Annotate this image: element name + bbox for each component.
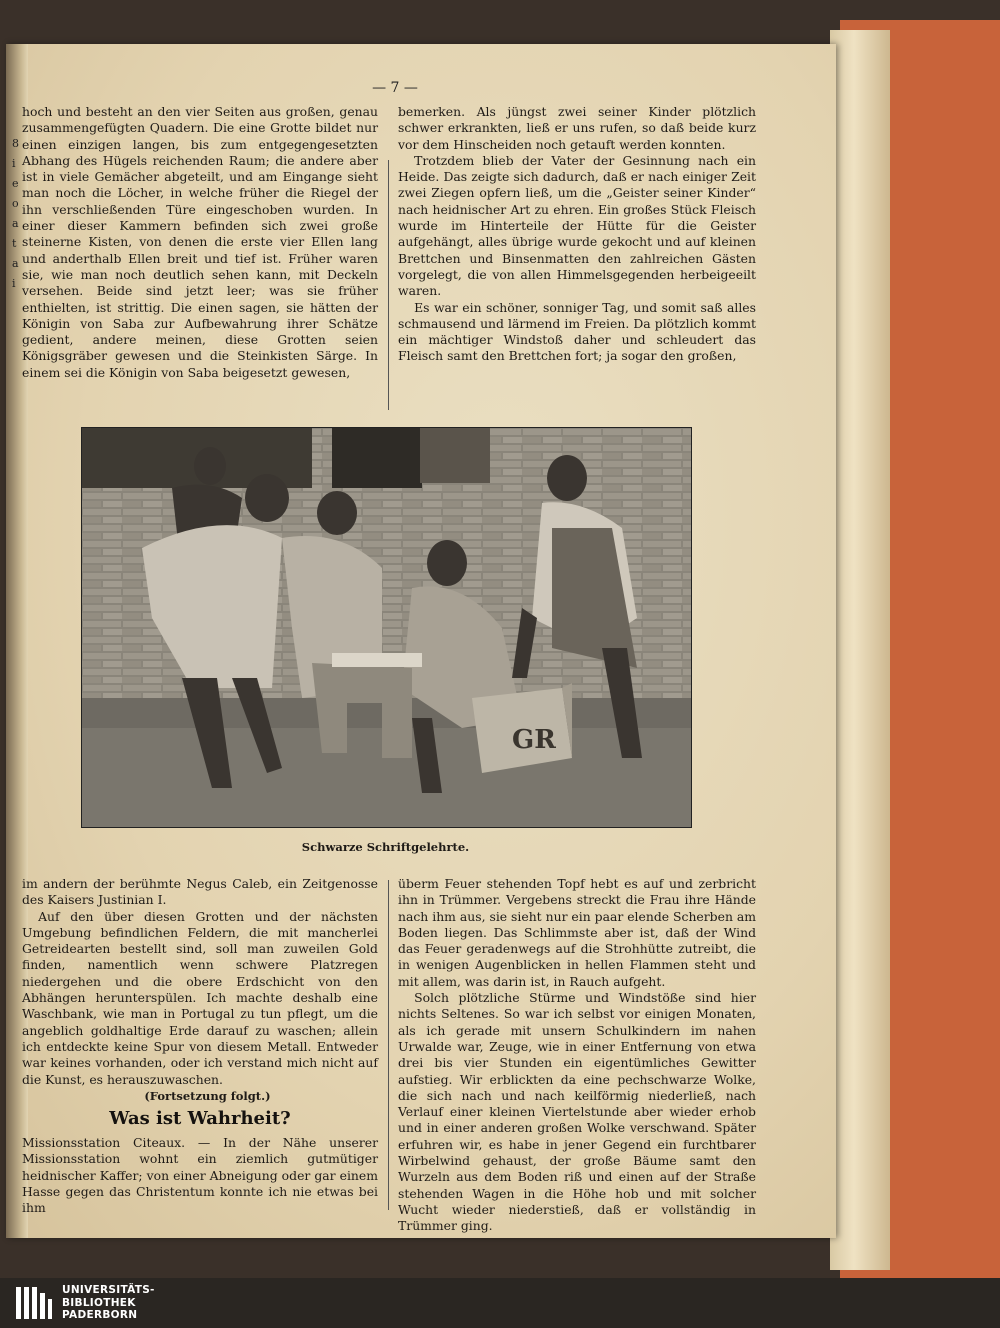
paragraph: im andern der berühmte Negus Caleb, ein Zeitgenosse des Kaisers Justinian I.: [22, 876, 378, 908]
library-name: UNIVERSITÄTS- BIBLIOTHEK PADERBORN: [62, 1284, 155, 1321]
column-rule: [388, 880, 389, 1210]
text-column-right-top: [398, 104, 756, 365]
text-column-right-bottom: [398, 876, 756, 1235]
paragraph: Auf den über diesen Grotten und der nächsten Umgebung befindlichen Feldern, die mit mancherlei Getreidearten bestellt sind, soll man zuweilen Gold finden, namentlich wenn schwere Platzregen niedergehen und die obere Erdschicht von den Abhängen herunterspülen. Ich machte deshalb eine Waschbank, wie man in Portugal zu tun pflegt, um die angeblich goldhaltige Erde darauf zu waschen; allein ich entdeckte keine Spur von diesem Metall. Entweder war keines vorhanden, oder ich verstand mich nicht auf die Kunst, es herauszuwaschen.: [22, 908, 378, 1087]
crate-lettering: GR: [512, 725, 556, 755]
paragraph: überm Feuer stehenden Topf hebt es auf und zerbricht ihn in Trümmer. Vergebens streckt die Frau ihre Hände nach ihm aus, sie sieht nur ein paar elende Scherben am Boden liegen. Das Schlimmste aber ist, daß der Wind das Feuer geradenwegs auf die Strohhütte zutreibt, die in wenigen Augenblicken in hellen Flammen steht und mit allem, was darin ist, in Rauch aufgeht.: [398, 876, 757, 989]
text-column-left-top: [22, 104, 378, 381]
page-edges: [830, 30, 890, 1270]
page-number: — 7 —: [372, 80, 418, 96]
photograph: [81, 427, 692, 828]
paragraph: hoch und besteht an den vier Seiten aus großen, genau zusammengefügten Quadern. Die eine Grotte bildet nur einen einzigen langen, bis zum entgegengesetzten Abhang des Hügels reichenden Raum; die andere aber ist in viele Gemächer abgeteilt, und am Eingange sieht man noch die Löcher, in welche früher die Riegel der ihn verschließenden Türe eingeschoben wurden. In einer dieser Kammern befinden sich zwei große steinerne Kisten, von denen die erste vier Ellen lang und anderthalb Ellen breit und tief ist. Früher waren sie, wie man noch deutlich sehen kann, mit Deckeln versehen. Beide sind jetzt leer; was sie früher enthielten, ist strittig. Die einen sagen, sie hätten der Königin von Saba zur Aufbewahrung ihrer Schätze gedient, andere meinen, diese Grotten seien Königsgräber gewesen und die Steinkisten Särge. In einem sei die Königin von Saba beigesetzt gewesen,: [22, 104, 378, 380]
photo-caption: Schwarze Schriftgelehrte.: [301, 840, 470, 854]
column-rule: [388, 160, 389, 410]
paragraph: bemerken. Als jüngst zwei seiner Kinder plötzlich schwer erkrankten, ließ er uns rufen, so daß beide kurz vor dem Hinscheiden noch getauft werden konnten.: [398, 104, 756, 152]
photo-illustration: [82, 428, 691, 827]
paragraph: Es war ein schöner, sonniger Tag, und somit saß alles schmausend und lärmend im Freien. Da plötzlich kommt ein mächtiger Windstoß daher und schleudert das Fleisch samt den Brettchen fort; ja sogar den großen,: [398, 299, 756, 364]
facing-page-fragment: 8 i e o a t a i: [12, 137, 19, 290]
text-column-left-last: [22, 1135, 378, 1216]
paragraph: Trotzdem blieb der Vater der Gesinnung nach ein Heide. Das zeigte sich dadurch, daß er nach einiger Zeit zwei Ziegen opfern ließ, um die „Geister seiner Kinder“ nach heidnischer Art zu ehren. Ein großes Stück Fleisch wurde im Hinterteile der Hütte für die Geister aufgehängt, alles übrige wurde gekocht und auf kleinen Brettchen und Binsenmatten den zahlreichen Gästen vorgelegt, die von allen Himmelsgegenden herbeigeeilt waren.: [398, 152, 756, 299]
text-column-left-bottom: [22, 876, 378, 1104]
continued-note: (Fortsetzung folgt.): [144, 1088, 271, 1103]
paragraph: Missionsstation Citeaux. — In der Nähe unserer Missionsstation wohnt ein ziemlich gutmütiger heidnischer Kaffer; von einer Abneigung oder gar einem Hasse gegen das Christentum konnte ich nie etwas bei ihm: [22, 1135, 378, 1216]
paragraph: Solch plötzliche Stürme und Windstöße sind hier nichts Seltenes. So war ich selbst vor einigen Monaten, als ich gerade mit unsern Schulkindern im nahen Urwalde war, Zeuge, wie in einer Entfernung von etwa drei bis vier Stunden ein eigentümliches Gewitter aufstieg. Wir erblickten da eine pechschwarze Wolke, die sich nach und nach keilförmig niederließ, nach Verlauf einer kleinen Viertelstunde aber wieder erhob und in einer anderen großen Wolke verschwand. Später erfuhren wir, es habe in jener Gegend ein furchtbarer Wirbelwind gehaust, der große Bäume samt den Wurzeln aus dem Boden riß und einen auf der Straße stehenden Wagen in die Höhe hob und mit solcher Wucht wieder niederstieß, daß er vollständig in Trümmer ging.: [398, 990, 756, 1234]
article-heading: Was ist Wahrheit?: [109, 1108, 291, 1129]
library-logo-icon: [14, 1283, 54, 1323]
